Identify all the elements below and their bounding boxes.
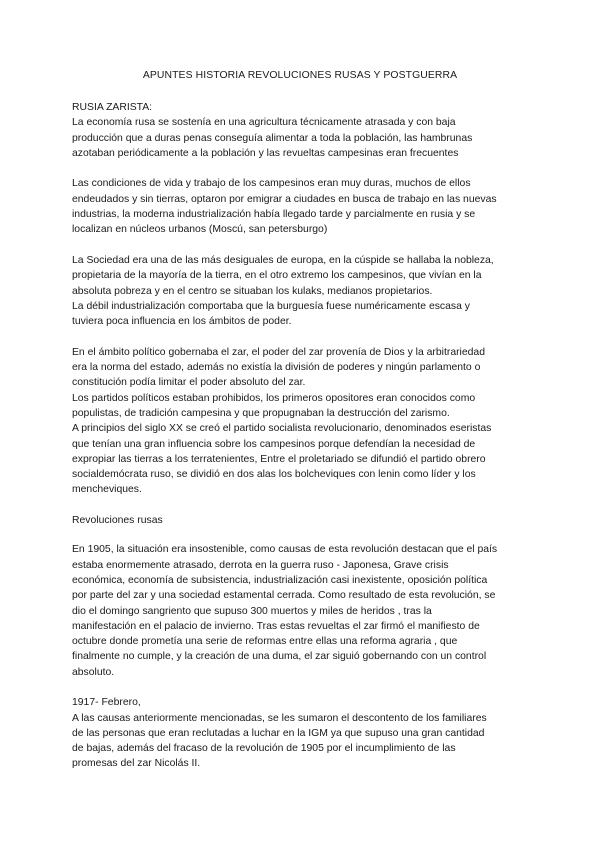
section-heading-rusia-zarista: RUSIA ZARISTA:	[72, 102, 153, 113]
document-body	[72, 100, 532, 772]
paragraph: La economía rusa se sostenía en una agricultura técnicamente atrasada y con baja producción que a duras penas conseguía alimentar a toda la población, las hambrunas azotaban periódicamente a la población y las revueltas campesinas eran frecuentes	[72, 117, 473, 159]
paragraph: Las condiciones de vida y trabajo de los campesinos eran muy duras, muchos de ellos endeudados y sin tierras, optaron por emigrar a ciudades en busca de trabajo en las nuevas industrias, la moderna industrialización había llegado tarde y parcialmente en rusia y se localizan en núcleos urbanos (Moscú, san petersburgo)	[72, 178, 497, 236]
document-title: APUNTES HISTORIA REVOLUCIONES RUSAS Y POSTGUERRA	[142, 70, 458, 81]
paragraph: A las causas anteriormente mencionadas, se les sumaron el descontento de los familiares de las personas que eran reclutadas a luchar en la IGM ya que supuso una gran cantidad de bajas, además del fracaso de la revolución de 1905 por el incumplimiento de las promesas del zar Nicolás II.	[72, 712, 487, 770]
paragraph: Los partidos políticos estaban prohibidos, los primeros opositores eran conocidos como populistas, de tradición campesina y que propugnaban la destrucción del zarismo.	[72, 392, 476, 419]
section-heading-revoluciones: Revoluciones rusas	[72, 515, 163, 527]
paragraph: A principios del siglo XX se creó el partido socialista revolucionario, denominados eseristas que tenían una gran influencia sobre los campesinos porque defendían la necesidad de expropiar las tierras a los terratenientes, Entre el proletariado se difundió el partido obrero socialdemócrata ruso, se dividió en dos alas los bolcheviques con lenin como líder y los mencheviques.	[72, 423, 492, 496]
paragraph: En el ámbito político gobernaba el zar, el poder del zar provenía de Dios y la arbitrariedad era la norma del estado, además no existía la división de poderes y ningún parlamento o constitución podía limitar el poder absoluto del zar.	[72, 346, 485, 389]
paragraph: En 1905, la situación era insostenible, como causas de esta revolución destacan que el país estaba enormemente atrasado, derrota en la guerra ruso - Japonesa, Grave crisis económica, economía de subsistencia, industrialización casi inexistente, oposición política por parte del zar y una sociedad estamental cerrada. Como resultado de esta revolución, se dio el domingo sangriento que supuso 300 muertos y miles de heridos , tras la manifestación en el palacio de invierno. Tras estas revueltas el zar firmó el manifiesto de octubre donde prometía una serie de reformas entre ellas una reforma agraria , que finalmente no cumple, y la creación de una duma, el zar siguió gobernando con un control absoluto.	[72, 544, 498, 678]
section-heading-febrero: 1917- Febrero,	[72, 697, 141, 709]
paragraph: La débil industrialización comportaba que la burguesía fuese numéricamente escasa y tuviera poca influencia en los ámbitos de poder.	[72, 300, 470, 328]
paragraph: La Sociedad era una de las más desiguales de europa, en la cúspide se hallaba la nobleza, propietaria de la mayoría de la tierra, en el otro extremo los campesinos, que vivían en la absoluta pobreza y en el centro se situaban los kulaks, medianos propietarios.	[72, 254, 494, 297]
